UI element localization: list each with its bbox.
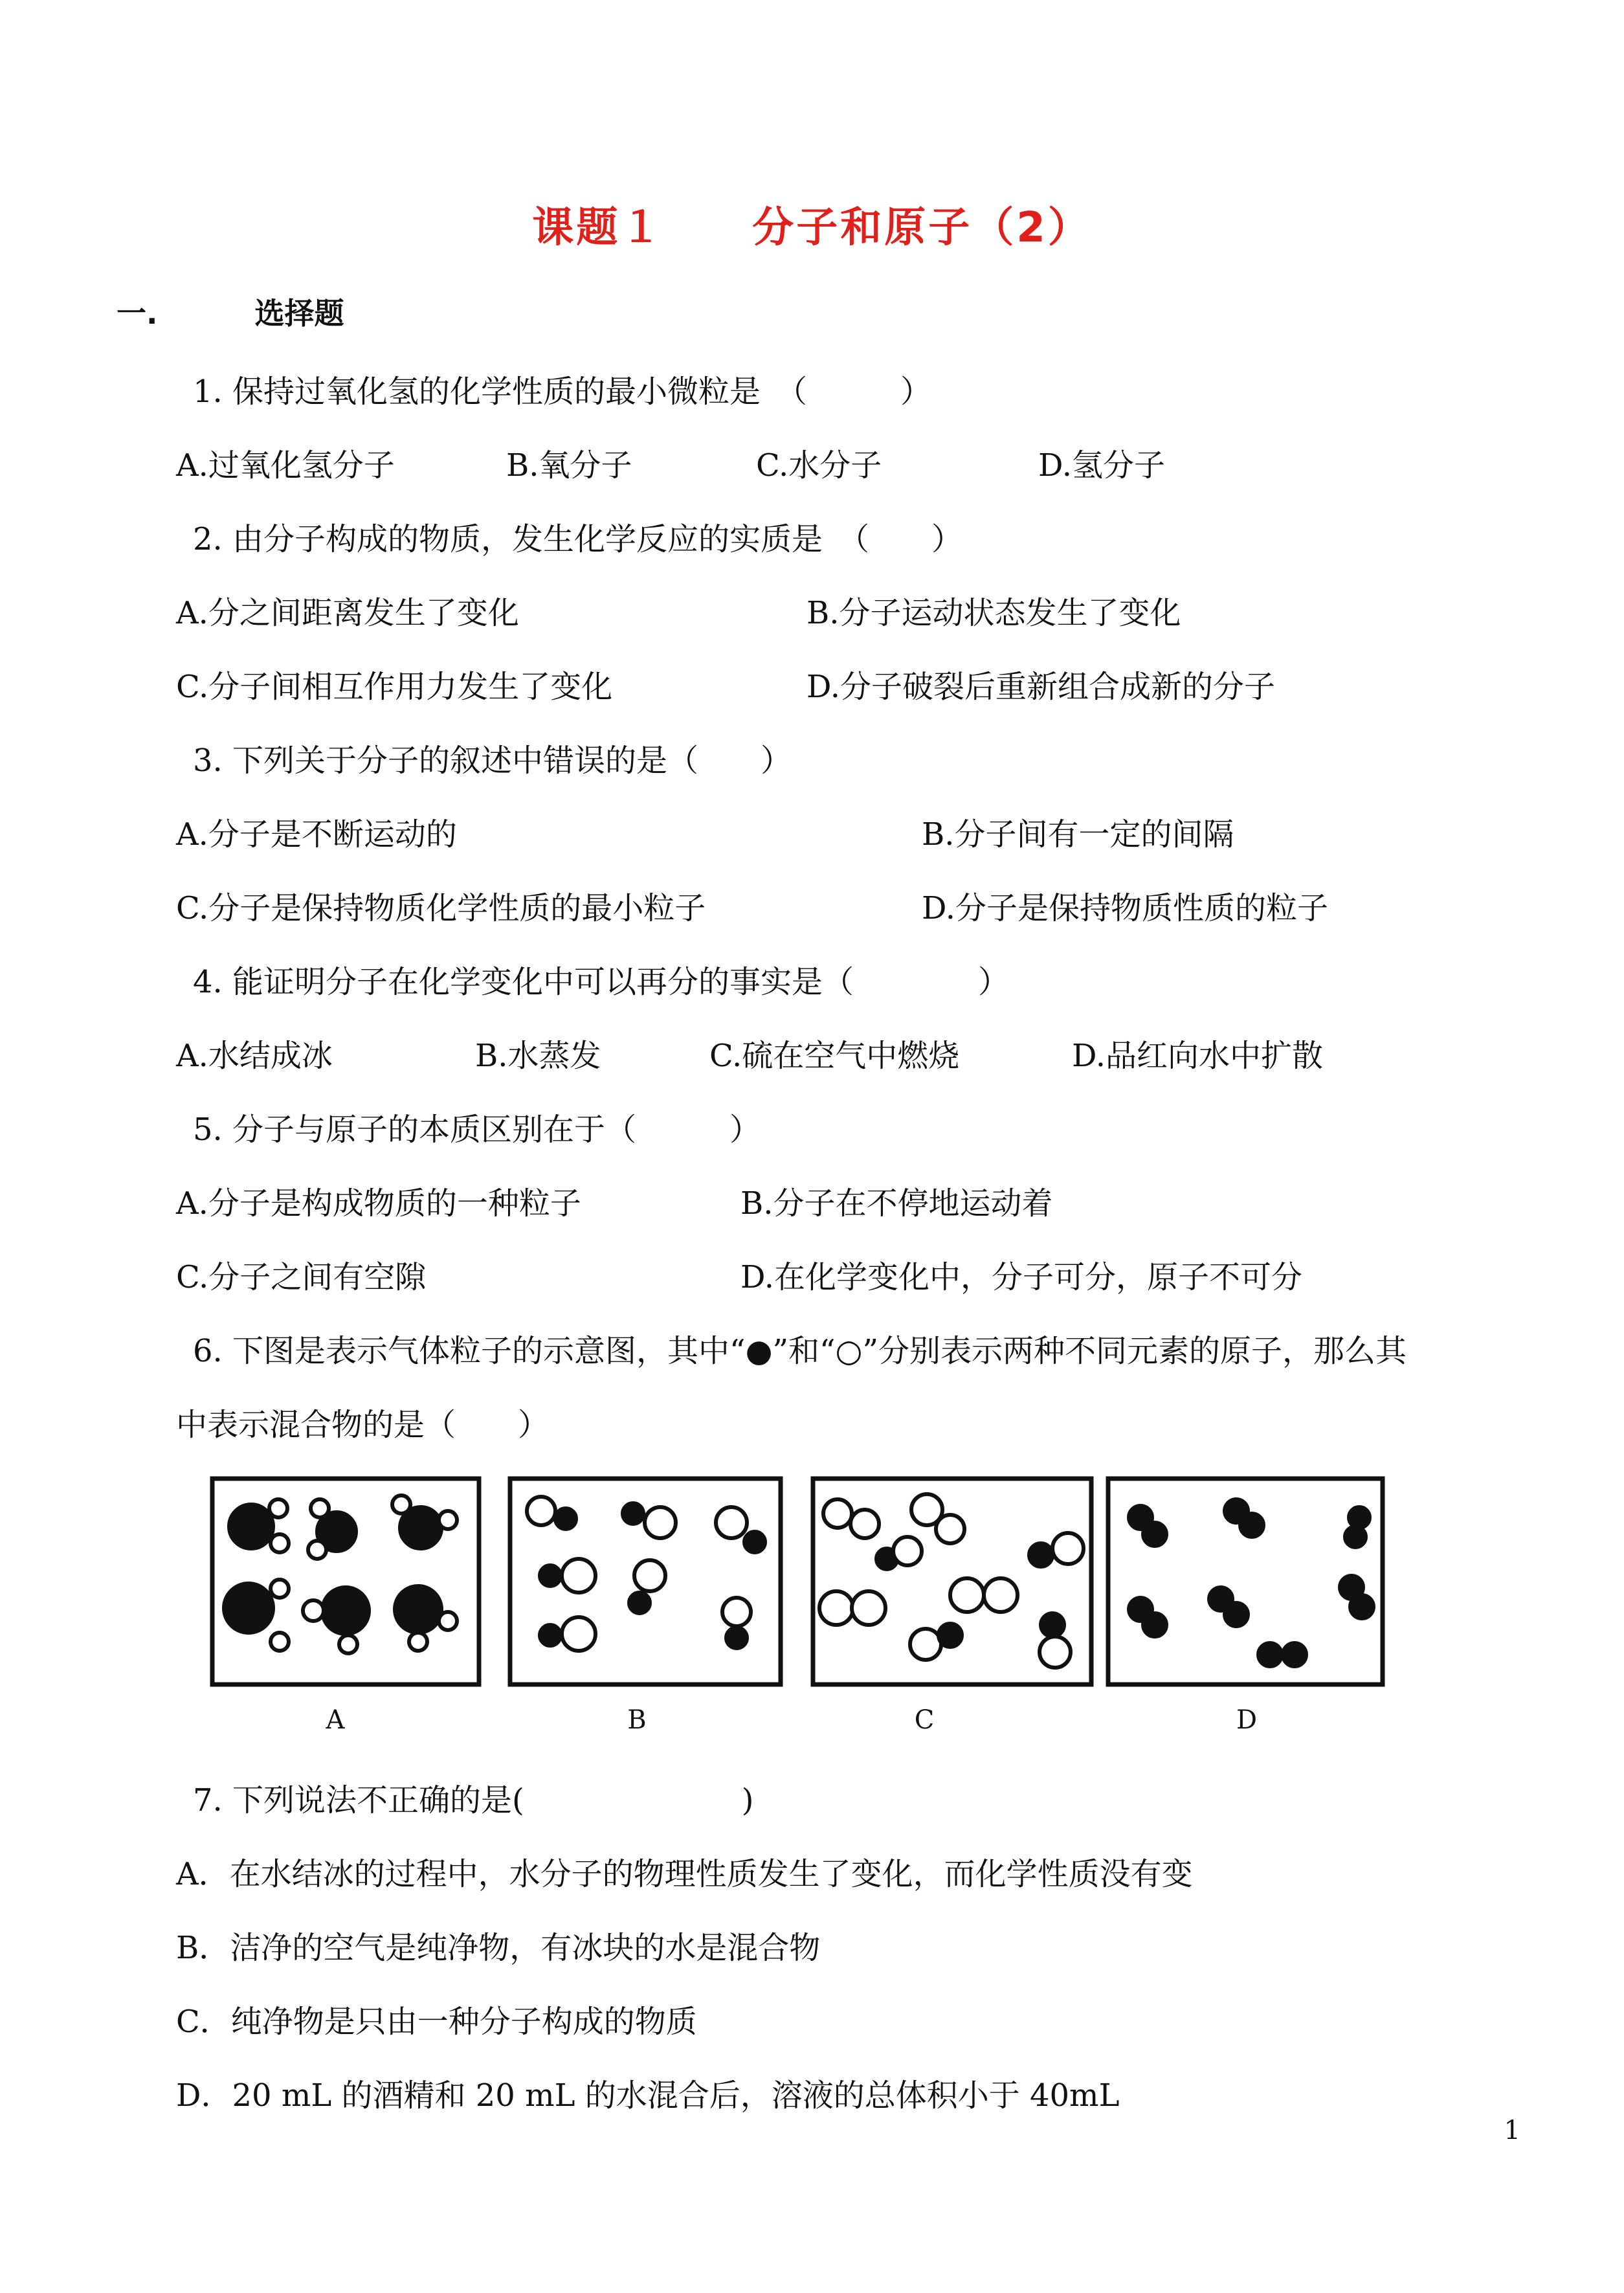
page-title: 课题１ 分子和原子（2） <box>532 204 1092 252</box>
question-6-stem-line1: 6. 下图是表示气体粒子的示意图，其中“●”和“○”分别表示两种不同元素的原子，那么其 <box>193 1333 1407 1369</box>
q4-option-d: D.品红向水中扩散 <box>1072 1038 1324 1074</box>
q2-option-b: B.分子运动状态发生了变化 <box>806 595 1181 631</box>
q1-option-c: C.水分子 <box>756 447 882 484</box>
figure-d-particles <box>1129 1499 1374 1666</box>
figure-label-d: D <box>1236 1705 1258 1735</box>
question-2-stem: 2. 由分子构成的物质，发生化学反应的实质是 （ ） <box>193 521 963 557</box>
q5-option-a: A.分子是构成物质的一种粒子 <box>176 1185 581 1222</box>
question-4-stem: 4. 能证明分子在化学变化中可以再分的事实是（ ） <box>193 964 1010 1000</box>
question-7-stem: 7. 下列说法不正确的是( ) <box>193 1782 754 1818</box>
q4-option-b: B.水蒸发 <box>475 1038 601 1074</box>
page-number: 1 <box>1504 2116 1520 2145</box>
gas-particles-figure <box>207 1470 1385 1741</box>
section-heading <box>117 290 344 333</box>
q7-option-b: B．洁净的空气是纯净物，有冰块的水是混合物 <box>176 1930 821 1966</box>
figure-label-b: B <box>627 1705 647 1735</box>
q5-option-b: B.分子在不停地运动着 <box>740 1185 1053 1222</box>
question-6-stem-line2: 中表示混合物的是（ ） <box>176 1407 550 1443</box>
q4-option-c: C.硫在空气中燃烧 <box>709 1038 960 1074</box>
q3-option-c: C.分子是保持物质化学性质的最小粒子 <box>176 890 706 926</box>
figure-c-particles <box>819 1494 1084 1668</box>
q7-option-d: D．20 mL 的酒精和 20 mL 的水混合后，溶液的总体积小于 40mL <box>176 2077 1120 2114</box>
q2-option-a: A.分之间距离发生了变化 <box>176 595 519 631</box>
q3-option-d: D.分子是保持物质性质的粒子 <box>922 890 1329 926</box>
figure-label-a: A <box>326 1705 345 1735</box>
q1-option-d: D.氢分子 <box>1038 447 1166 484</box>
section-number: 一. <box>117 296 158 331</box>
q3-option-b: B.分子间有一定的间隔 <box>922 816 1234 853</box>
q1-option-b: B.氧分子 <box>506 447 632 484</box>
question-3-stem: 3. 下列关于分子的叙述中错误的是（ ） <box>193 743 792 779</box>
q2-option-c: C.分子间相互作用力发生了变化 <box>176 669 613 705</box>
q1-option-a: A.过氧化氢分子 <box>176 447 395 484</box>
q5-option-c: C.分子之间有空隙 <box>176 1259 427 1295</box>
figure-a-particles <box>224 1495 457 1653</box>
q7-option-a: A．在水结冰的过程中，水分子的物理性质发生了变化，而化学性质没有变 <box>176 1856 1193 1892</box>
section-title: 选择题 <box>254 296 344 331</box>
question-5-stem: 5. 分子与原子的本质区别在于（ ） <box>193 1112 761 1148</box>
figure-label-c: C <box>914 1705 935 1735</box>
question-1-stem: 1. 保持过氧化氢的化学性质的最小微粒是 （ ） <box>193 374 932 410</box>
q2-option-d: D.分子破裂后重新组合成新的分子 <box>806 669 1276 705</box>
q4-option-a: A.水结成冰 <box>176 1038 333 1074</box>
q5-option-d: D.在化学变化中，分子可分，原子不可分 <box>740 1259 1303 1295</box>
q7-option-c: C．纯净物是只由一种分子构成的物质 <box>176 2004 697 2040</box>
q3-option-a: A.分子是不断运动的 <box>176 816 457 853</box>
figure-b-particles <box>527 1497 765 1651</box>
